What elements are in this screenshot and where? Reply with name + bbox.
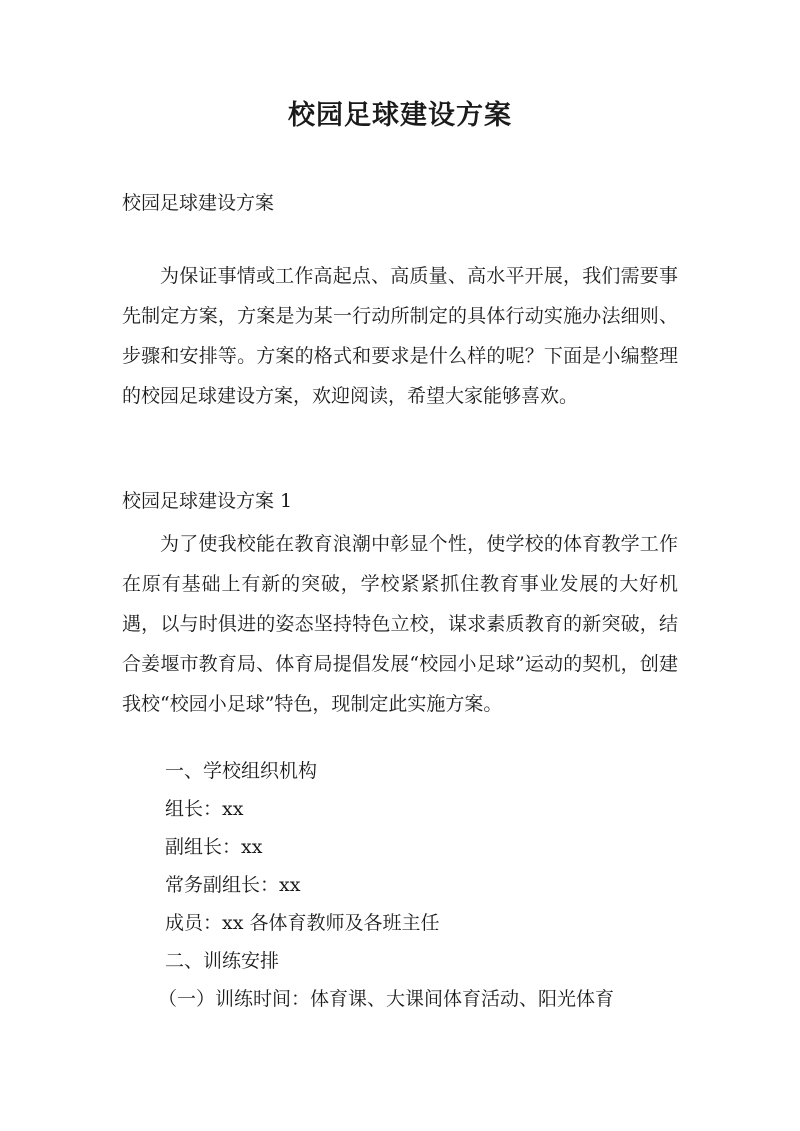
intro-paragraph: 为保证事情或工作高起点、高质量、高水平开展，我们需要事先制定方案，方案是为某一行动所制定的具体行动实施办法细则、步骤和安排等。方案的格式和要求是什么样的呢？下面是小编整理的校园足球建设方案，欢迎阅读，希望大家能够喜欢。 bbox=[122, 265, 678, 407]
deputy-leader-line: 副组长：xx bbox=[165, 836, 263, 858]
training-time-line: （一）训练时间：体育课、大课间体育活动、阳光体育 bbox=[158, 988, 615, 1010]
executive-deputy-line: 常务副组长：xx bbox=[165, 874, 301, 896]
document-title: 校园足球建设方案 bbox=[288, 100, 512, 131]
section-body-paragraph: 为了使我校能在教育浪潮中彰显个性，使学校的体育教学工作在原有基础上有新的突破，学校紧紧抓住教育事业发展的大好机遇，以与时俱进的姿态坚持特色立校，谋求素质教育的新突破，结合姜堰市教育局、体育局提倡发展“校园小足球”运动的契机，创建我校“校园小足球”特色，现制定此实施方案。 bbox=[122, 533, 678, 715]
org-heading: 一、学校组织机构 bbox=[165, 760, 318, 782]
section-heading: 校园足球建设方案 1 bbox=[122, 490, 293, 512]
members-line: 成员：xx 各体育教师及各班主任 bbox=[165, 912, 440, 934]
leader-line: 组长：xx bbox=[165, 798, 244, 820]
training-heading: 二、训练安排 bbox=[165, 950, 280, 972]
document-subtitle: 校园足球建设方案 bbox=[122, 192, 275, 214]
